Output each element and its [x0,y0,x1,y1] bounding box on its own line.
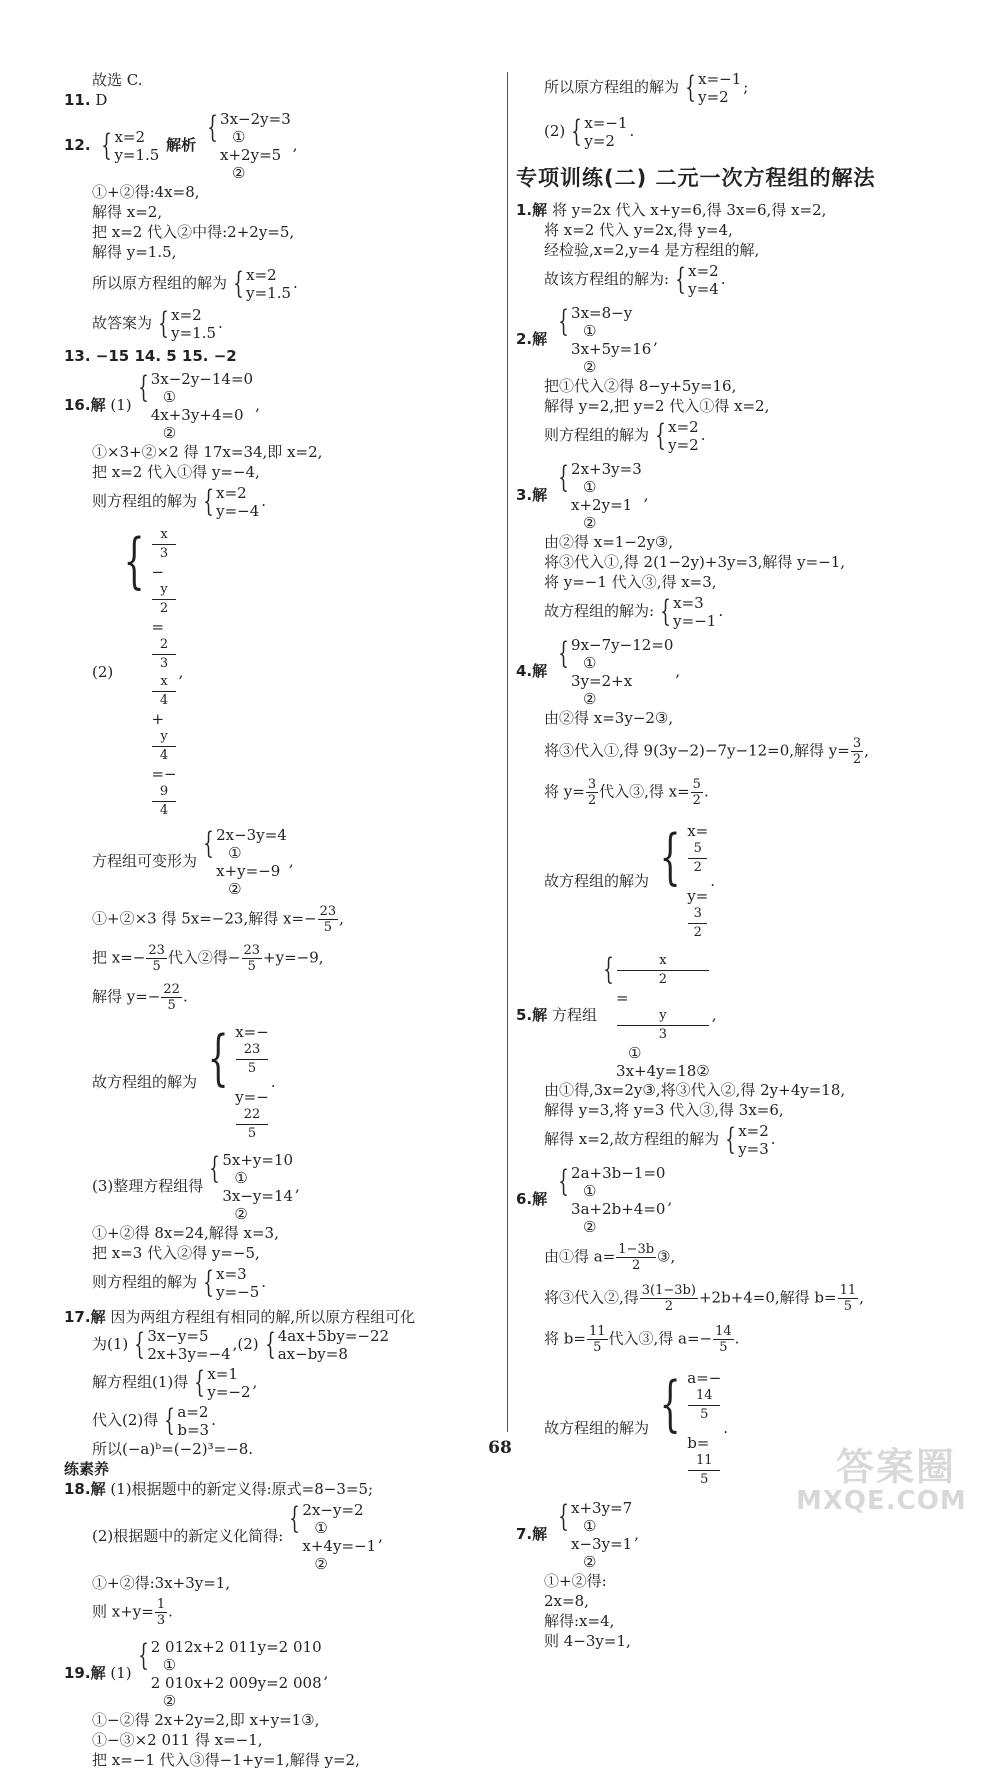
text-line: 解方程组(1)得 { x=1 y=−2 , [92,1365,258,1401]
text-line: 将③代入①,得 2(1−2y)+3y=3,解得 y=−1, [544,553,846,571]
text-line: 将 y= $\frac{3}{2}$ 代入③,得 x= $\frac{5}{2}$ . [544,777,709,808]
text-line: 所以(−a)ᵇ=(−2)³=−8. [92,1440,254,1458]
equation-system: { 3x−2y=3 ① x+2y=5 ② [207,110,291,182]
section-subheading: 练素养 [64,1460,110,1478]
answer-11: 11. D [64,91,108,109]
text-line: 将 b= $\frac{11}{5}$ 代入③,得 a=− $\frac{14}{5}$ . [544,1324,740,1355]
answer-17: 17.解 因为两组方程组有相同的解,所以原方程组可化 [64,1308,416,1326]
text-line: 由②得 x=3y−2③, [544,709,674,727]
text-line: 把①代入②得 8−y+5y=16, [544,377,737,395]
exercise-6: 6.解 { 2a+3b−1=0 ① 3a+2b+4=0 ② , [516,1164,673,1236]
text-line: 把 x=2 代入②中得:2+2y=5, [92,223,295,241]
text-line: 故答案为 { x=2 y=1.5 . [92,306,223,342]
text-line: ①×3+②×2 得 17x=34,即 x=2, [92,443,323,461]
text-line: 由①得,3x=2y③,将③代入②,得 2y+4y=18, [544,1081,846,1099]
text-line: 解得 y=1.5, [92,243,177,261]
text-line: 故方程组的解为: { x=3 y=−1 . [544,594,724,630]
text-line: 把 x=−1 代入③得−1+y=1,解得 y=2, [92,1751,360,1769]
text-line: 则 x+y= $\frac{1}{3}$ . [92,1597,173,1628]
text-line: 解得:x=4, [544,1612,615,1630]
text-line: (2) { x=−1 y=2 . [544,114,635,150]
text-line: 解得 x=2, [92,203,163,221]
text-line: 则方程组的解为 { x=2 y=−4 . [92,484,267,520]
exercise-3: 3.解 { 2x+3y=3 ① x+2y=1 ② , [516,460,649,532]
page-number: 68 [488,1438,512,1458]
text-line: 故该方程组的解为: { x=2 y=4 . [544,262,726,298]
column-divider [507,72,508,1432]
text-line: 故选 C. [92,71,143,89]
text-line: 把 x=2 代入①得 y=−4, [92,463,260,481]
text-line: ①−③×2 011 得 x=−1, [92,1731,263,1749]
text-line: 由①得 a= $\frac{1-3b}{2}$ ③, [544,1242,676,1273]
text-line: ①+②得: [544,1572,607,1590]
text-line: 将 y=−1 代入③,得 x=3, [544,573,717,591]
exercise-2: 2.解 { 3x=8−y ① 3x+5y=16 ② , [516,304,659,376]
text-line: 由②得 x=1−2y③, [544,533,674,551]
equation-system: { x=2 y=1.5 [101,128,160,164]
text-line: ①+②×3 得 5x=−23,解得 x=− $\frac{23}{5}$ , [92,904,344,935]
left-column [64,70,494,1770]
text-line: 所以原方程组的解为 { x=−1 y=2 ; [544,70,749,106]
exercise-4: 4.解 { 9x−7y−12=0 ① 3y=2+x ② , [516,636,681,708]
text-line: 则 4−3y=1, [544,1632,631,1650]
text-line: 经检验,x=2,y=4 是方程组的解, [544,241,760,259]
text-line: 为(1) { 3x−y=5 2x+3y=−4 ,(2) { 4ax+5by=−22 ax−by=8 [92,1327,390,1363]
text-line: 解得 y=− $\frac{22}{5}$ . [92,982,188,1013]
answers-13-15: 13. −15 14. 5 15. −2 [64,347,237,365]
text-line: (2)根据题中的新定义化简得: { 2x−y=2 ① x+4y=−1 ② , [92,1501,383,1573]
answer-12: 12. { x=2 y=1.5 解析 { 3x−2y=3 ① x+2y=5 ② , [64,110,298,182]
text-line: (2) { x 3 − y 2 = 2 3 x 4 + y 4 =− 9 4 , [92,526,184,818]
answer-18: 18.解 (1)根据题中的新定义得:原式=8−3=5; [64,1480,374,1498]
text-line: 将③代入①,得 9(3y−2)−7y−12=0,解得 y= $\frac{3}{2}$ , [544,736,869,767]
text-line: ①+②得:4x=8, [92,183,200,201]
text-line: 故方程组的解为 { a=− 14 5 b= 11 5 . [544,1369,729,1487]
text-line: 将 x=2 代入 y=2x,得 y=4, [544,221,733,239]
section-title: 专项训练(二) 二元一次方程组的解法 [516,166,876,190]
text-line: (3)整理方程组得 { 5x+y=10 ① 3x−y=14 ② , [92,1151,300,1223]
text-line: 代入(2)得 { a=2 b=3 . [92,1403,216,1439]
text-line: ①+②得:3x+3y=1, [92,1574,231,1592]
text-line: 把 x=3 代入②得 y=−5, [92,1244,260,1262]
exercise-5: 5.解 方程组 { x 2 = y 3 ① 3x+4y=18② , [516,952,717,1080]
text-line: 解得 x=2,故方程组的解为 { x=2 y=3 . [544,1122,776,1158]
text-line: 故方程组的解为 { x=− 23 5 y=− 22 5 . [92,1023,276,1141]
right-column [516,70,956,1651]
text-line: ①+②得 8x=24,解得 x=3, [92,1224,279,1242]
text-line: 把 x=− $\frac{23}{5}$ 代入②得− $\frac{23}{5}$ +y=−9, [92,943,324,974]
text-line: 则方程组的解为 { x=2 y=2 . [544,418,706,454]
text-line: 所以原方程组的解为 { x=2 y=1.5 . [92,266,298,302]
text-line: 解得 y=2,把 y=2 代入①得 x=2, [544,397,770,415]
exercise-7: 7.解 { x+3y=7 ① x−3y=1 ② , [516,1499,639,1571]
text-line: 方程组可变形为 { 2x−3y=4 ① x+y=−9 ② , [92,826,294,898]
text-line: 则方程组的解为 { x=3 y=−5 . [92,1265,267,1301]
text-line: 2x=8, [544,1592,589,1610]
text-line: 将③代入②,得 $\frac{3(1-3b)}{2}$ +2b+4=0,解得 b= $\frac{11}{5}$ , [544,1283,864,1314]
answer-19: 19.解 (1) { 2 012x+2 011y=2 010 ① 2 010x+2 009y=2 008 ② , [64,1638,329,1710]
answer-16: 16.解 (1) { 3x−2y−14=0 ① 4x+3y+4=0 ② , [64,370,260,442]
watermark-logo: 答案圈 MXQE.COM [796,1445,967,1516]
exercise-1: 1.解 将 y=2x 代入 x+y=6,得 3x=6,得 x=2, [516,201,827,219]
text-line: 故方程组的解为 { x= 5 2 y= 3 2 . [544,822,716,940]
text-line: ①−②得 2x+2y=2,即 x+y=1③, [92,1711,320,1729]
text-line: 解得 y=3,将 y=3 代入③,得 3x=6, [544,1101,784,1119]
